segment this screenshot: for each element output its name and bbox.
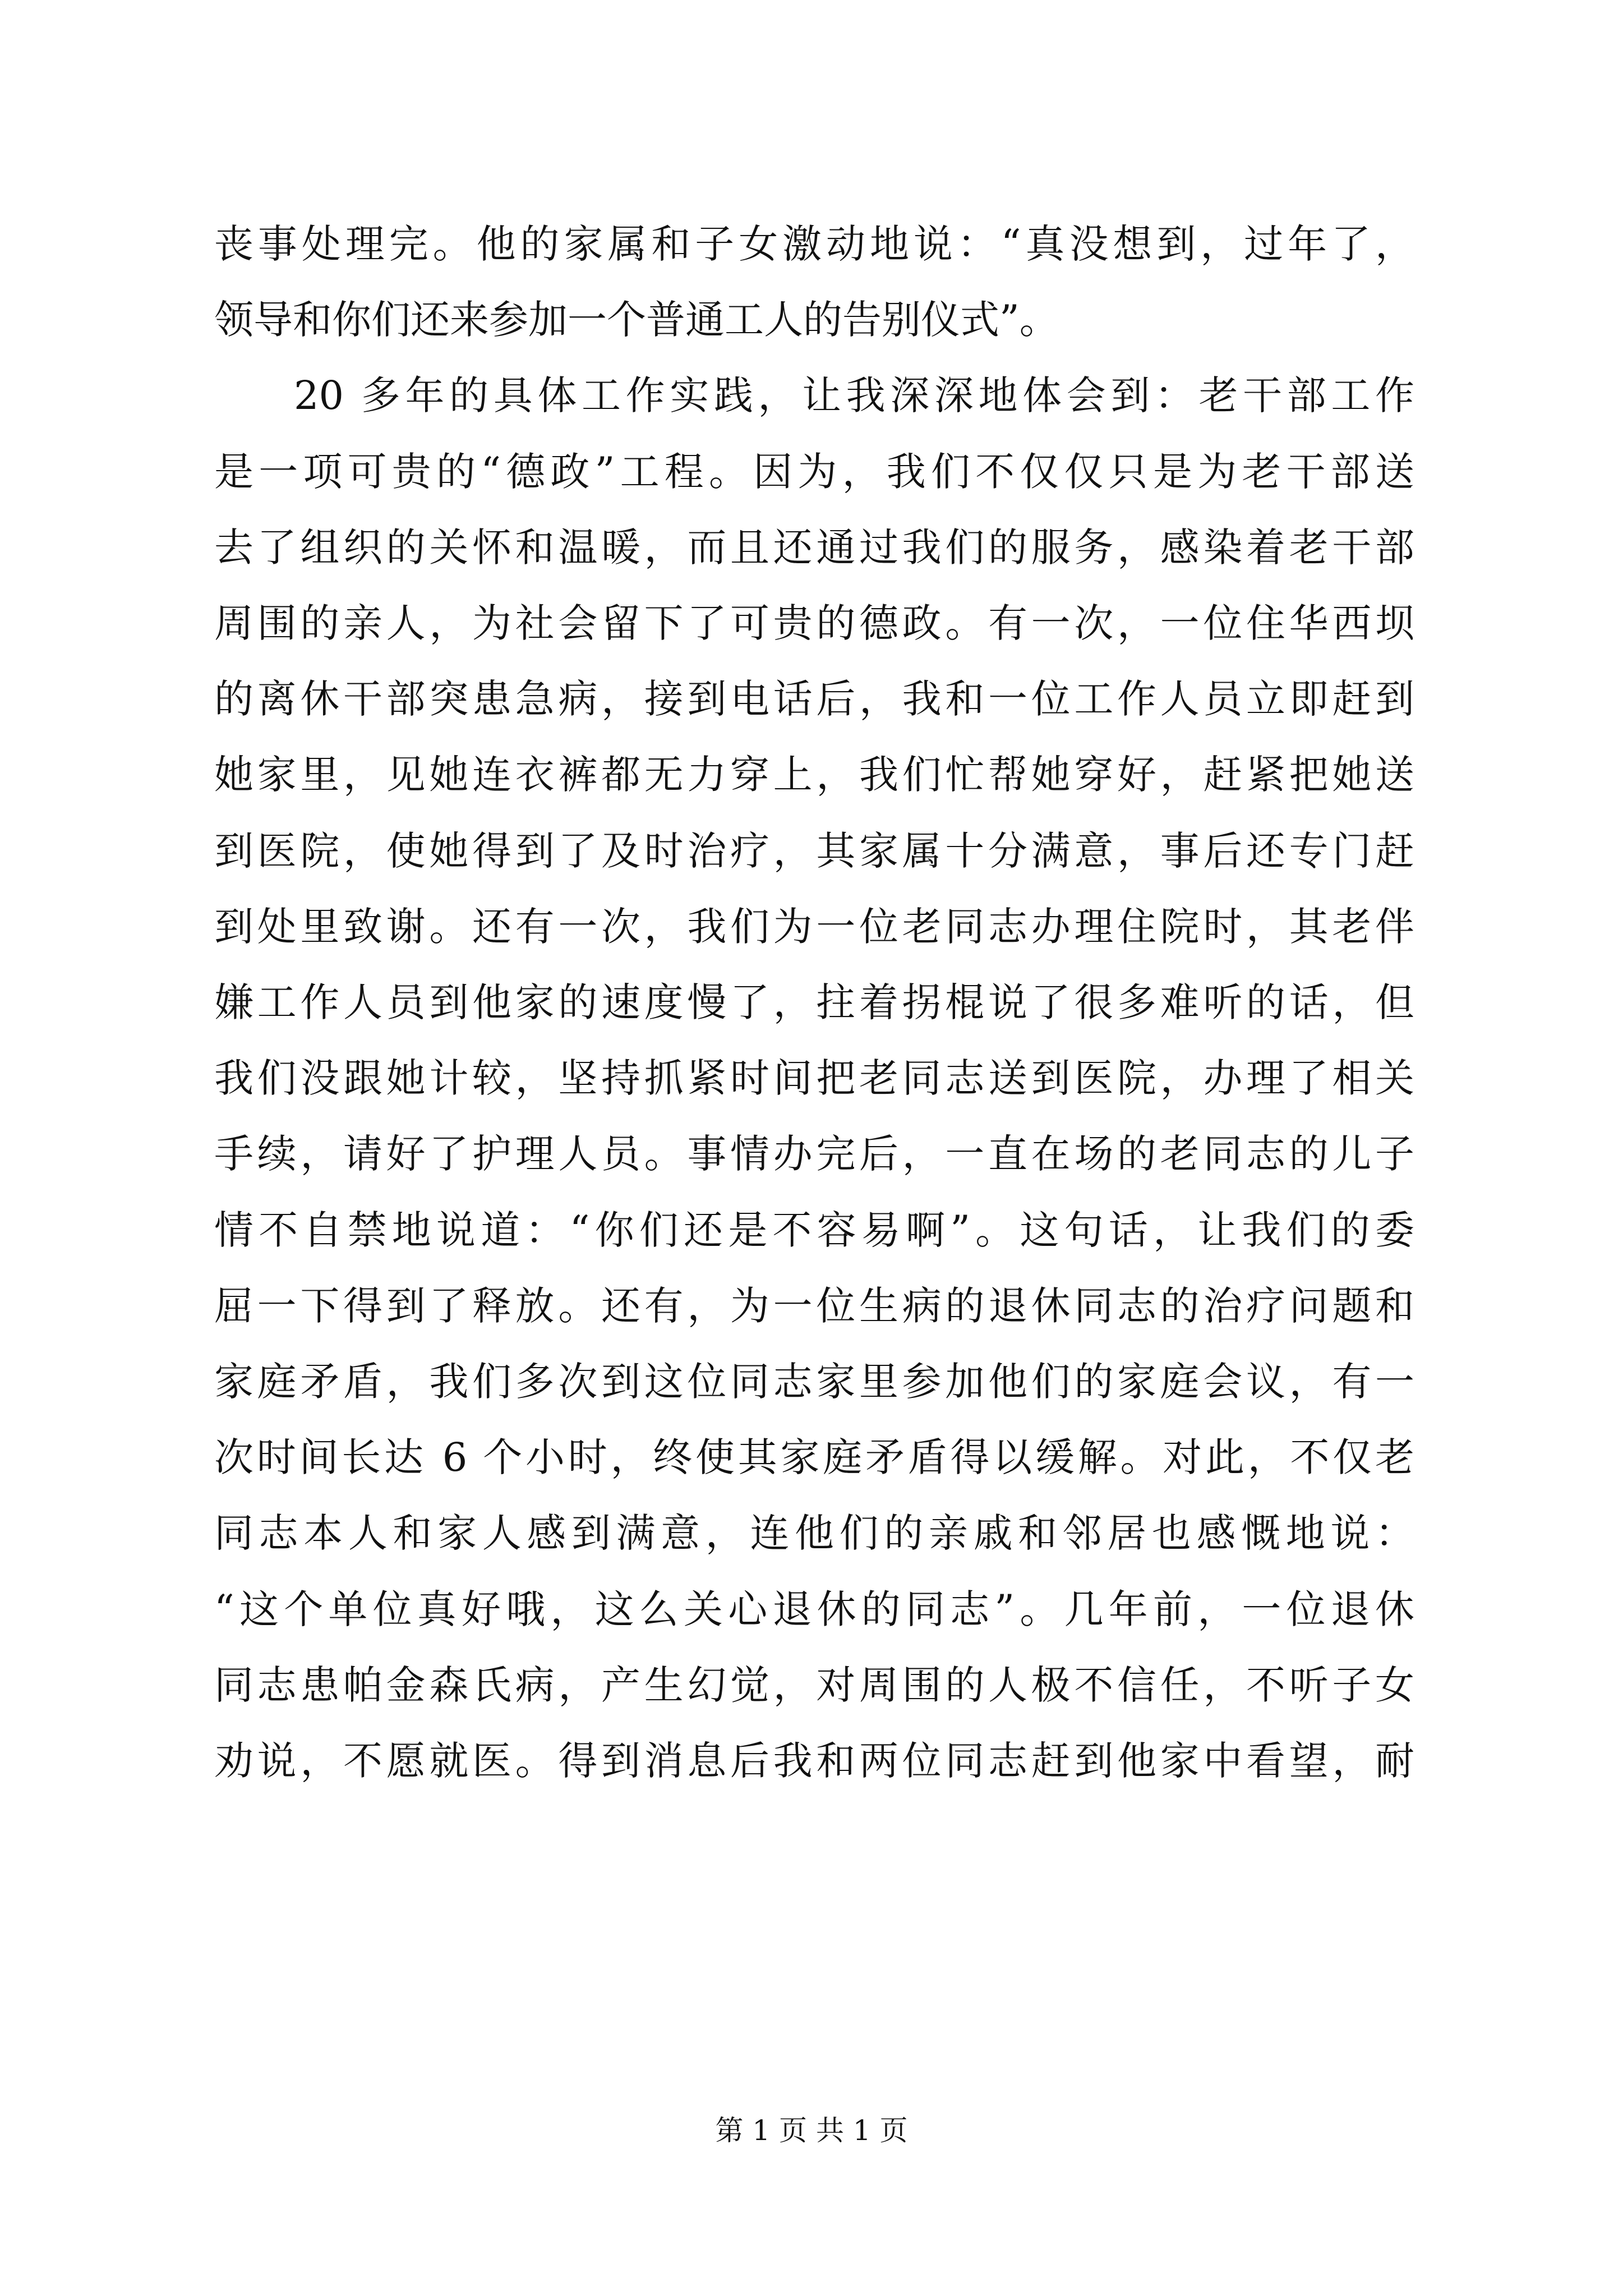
text-line: 同志患帕金森氏病，产生幻觉，对周围的人极不信任，不听子女 [214, 1662, 1414, 1708]
text-line: 次时间长达 6 个小时，终使其家庭矛盾得以缓解。对此，不仅老 [214, 1434, 1414, 1481]
text-line: 劝说，不愿就医。得到消息后我和两位同志赶到他家中看望，耐 [214, 1738, 1414, 1784]
text-line: “这个单位真好哦，这么关心退休的同志”。几年前，一位退休 [214, 1586, 1414, 1632]
text-line: 到医院，使她得到了及时治疗，其家属十分满意，事后还专门赶 [214, 827, 1414, 874]
text-line: 嫌工作人员到他家的速度慢了，拄着拐棍说了很多难听的话，但 [214, 979, 1414, 1026]
document-body [214, 206, 1414, 1799]
text-line: 我们没跟她计较，坚持抓紧时间把老同志送到医院，办理了相关 [214, 1055, 1414, 1102]
text-line: 丧事处理完。他的家属和子女激动地说：“真没想到，过年了， [214, 221, 1414, 267]
text-line: 她家里，见她连衣裤都无力穿上，我们忙帮她穿好，赶紧把她送 [214, 752, 1414, 798]
paragraph-first-line: 20 多年的具体工作实践，让我深深地体会到：老干部工作 [294, 372, 1414, 419]
text-line: 手续，请好了护理人员。事情办完后，一直在场的老同志的儿子 [214, 1131, 1414, 1177]
text-line: 领导和你们还来参加一个普通工人的告别仪式”。 [214, 297, 1059, 343]
text-line: 屈一下得到了释放。还有，为一位生病的退休同志的治疗问题和 [214, 1282, 1414, 1329]
text-line: 同志本人和家人感到满意，连他们的亲戚和邻居也感慨地说： [214, 1510, 1414, 1557]
text-line: 情不自禁地说道：“你们还是不容易啊”。这句话，让我们的委 [214, 1207, 1414, 1253]
text-line: 去了组织的关怀和温暖，而且还通过我们的服务，感染着老干部 [214, 524, 1414, 570]
text-line: 是一项可贵的“德政”工程。因为，我们不仅仅只是为老干部送 [214, 448, 1414, 495]
text-line: 到处里致谢。还有一次，我们为一位老同志办理住院时，其老伴 [214, 903, 1414, 950]
text-line: 的离休干部突患急病，接到电话后，我和一位工作人员立即赶到 [214, 676, 1414, 723]
text-line: 家庭矛盾，我们多次到这位同志家里参加他们的家庭会议，有一 [214, 1359, 1414, 1405]
text-line: 周围的亲人，为社会留下了可贵的德政。有一次，一位住华西坝 [214, 600, 1414, 647]
page-number-footer: 第 1 页 共 1 页 [715, 2114, 908, 2147]
